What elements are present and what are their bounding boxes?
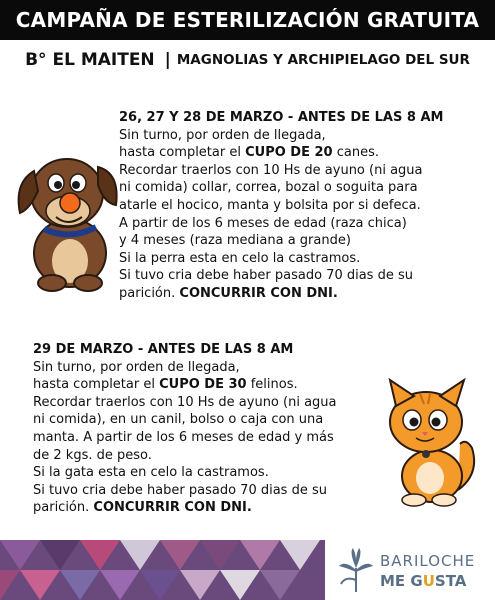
cat-line-6: de 2 kgs. de peso. <box>33 447 152 463</box>
header-banner <box>0 0 495 40</box>
location-address: MAGNOLIAS Y ARCHIPIELAGO DEL SUR <box>176 52 470 68</box>
dog-dni-pre: parición. <box>119 285 180 301</box>
cat-line-1: Sin turno, por orden de llegada, <box>33 359 240 375</box>
dog-quota-value: CUPO DE 20 <box>245 145 333 161</box>
dog-illustration <box>12 133 122 293</box>
cat-quota-line <box>33 376 337 394</box>
dog-line-3: Recordar traerlos con 10 Hs de ayuno (ni agua <box>119 162 423 178</box>
dog-dates-heading: 26, 27 Y 28 DE MARZO - ANTES DE LAS 8 AM <box>119 110 444 125</box>
cat-dni-note: CONCURRIR CON DNI. <box>93 500 252 516</box>
cat-quota-post: felinos. <box>246 377 298 393</box>
cat-line-8: Si tuvo cria debe haber pasado 70 dias de su <box>33 482 327 498</box>
dog-dni-line <box>119 285 443 303</box>
dog-line-7: y 4 meses (raza mediana a grande) <box>119 233 351 249</box>
dog-campaign-info <box>119 109 443 303</box>
flower-logo-icon <box>335 546 377 596</box>
dog-line-1: Sin turno, por orden de llegada, <box>119 127 326 143</box>
dog-quota-line <box>119 144 443 162</box>
footer-banner <box>0 540 495 600</box>
cat-line-4: ni comida), en un canil, bolso o caja con una <box>33 412 324 428</box>
page-title: CAMPAÑA DE ESTERILIZACIÓN GRATUITA <box>15 8 480 32</box>
location-separator: | <box>164 50 171 70</box>
cat-illustration <box>380 378 480 508</box>
dog-line-9: Si tuvo cria debe haber pasado 70 dias de su <box>119 268 413 284</box>
cat-dni-line <box>33 499 337 517</box>
dog-line-8: Si la perra esta en celo la castramos. <box>119 250 361 266</box>
neighborhood-name: B° EL MAITEN <box>25 50 155 70</box>
cat-line-7: Si la gata esta en celo la castramos. <box>33 465 269 481</box>
dog-quota-post: canes. <box>332 145 379 161</box>
cat-line-5: manta. A partir de los 6 meses de edad y más <box>33 429 334 445</box>
brand-slogan <box>380 572 466 590</box>
cat-quota-value: CUPO DE 30 <box>159 377 247 393</box>
brand-slogan-part-1: ME G <box>380 572 423 590</box>
dog-line-5: atarle el hocico, manta y bolsita por si defeca. <box>119 197 421 213</box>
cat-line-3: Recordar traerlos con 10 Hs de ayuno (ni agua <box>33 394 337 410</box>
cat-campaign-info <box>33 341 337 517</box>
brand-slogan-part-2: STA <box>434 572 467 590</box>
dog-quota-pre: hasta completar el <box>119 145 246 161</box>
brand-name: BARILOCHE <box>380 552 476 570</box>
dog-line-4: ni comida) collar, correa, bozal o soguita para <box>119 180 418 196</box>
cat-quota-pre: hasta completar el <box>33 377 160 393</box>
location-bar <box>0 44 495 76</box>
brand-slogan-accent: U <box>422 572 435 590</box>
brand-logo-area <box>325 540 495 600</box>
cat-dni-pre: parición. <box>33 500 94 516</box>
cat-dates-heading: 29 DE MARZO - ANTES DE LAS 8 AM <box>33 342 294 357</box>
dog-line-6: A partir de los 6 meses de edad (raza chica) <box>119 215 407 231</box>
dog-dni-note: CONCURRIR CON DNI. <box>179 285 338 301</box>
